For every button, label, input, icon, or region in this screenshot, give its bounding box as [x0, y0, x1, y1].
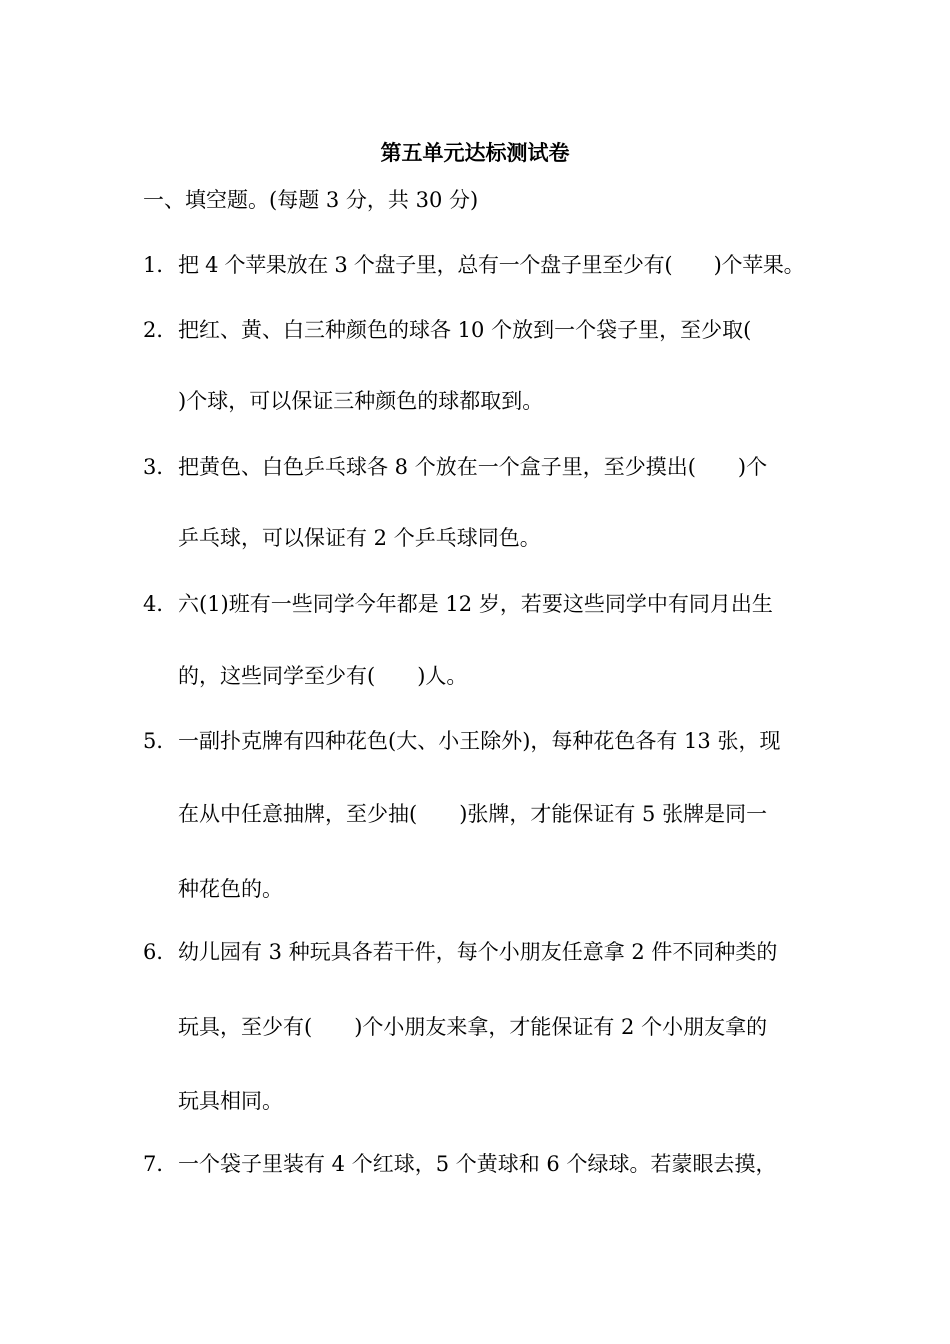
question-text: 的，这些同学至少有( )人。 — [178, 664, 468, 688]
page-title: 第五单元达标测试卷 — [380, 140, 570, 165]
question-text: )个球，可以保证三种颜色的球都取到。 — [178, 389, 544, 413]
question-text: 一个袋子里装有 4 个红球，5 个黄球和 6 个绿球。若蒙眼去摸， — [178, 1152, 777, 1176]
question-text: 在从中任意抽牌，至少抽( )张牌，才能保证有 5 张牌是同一 — [178, 802, 768, 826]
question-text: 玩具，至少有( )个小朋友来拿，才能保证有 2 个小朋友拿的 — [178, 1015, 768, 1039]
question-text: 种花色的。 — [178, 877, 283, 901]
question-text: 把红、黄、白三种颜色的球各 10 个放到一个袋子里，至少取( — [178, 318, 752, 342]
question-text: 一副扑克牌有四种花色(大、小王除外)，每种花色各有 13 张，现 — [178, 729, 781, 753]
section-heading: 一、填空题。(每题 3 分，共 30 分) — [143, 188, 479, 212]
question-text: 把 4 个苹果放在 3 个盘子里，总有一个盘子里至少有( )个苹果。 — [178, 253, 805, 277]
question-number: 3． — [143, 455, 178, 479]
question-text: 把黄色、白色乒乓球各 8 个放在一个盒子里，至少摸出( )个 — [178, 455, 768, 479]
question-number: 6． — [143, 940, 178, 964]
question-number: 2． — [143, 318, 178, 342]
question-text: 六(1)班有一些同学今年都是 12 岁，若要这些同学中有同月出生 — [178, 592, 773, 616]
question-text: 幼儿园有 3 种玩具各若干件，每个小朋友任意拿 2 件不同种类的 — [178, 940, 778, 964]
question-text: 玩具相同。 — [178, 1089, 283, 1113]
question-number: 7． — [143, 1152, 178, 1176]
question-number: 1． — [143, 253, 178, 277]
question-number: 5． — [143, 729, 178, 753]
question-text: 乒乓球，可以保证有 2 个乒乓球同色。 — [178, 526, 541, 550]
question-number: 4． — [143, 592, 178, 616]
